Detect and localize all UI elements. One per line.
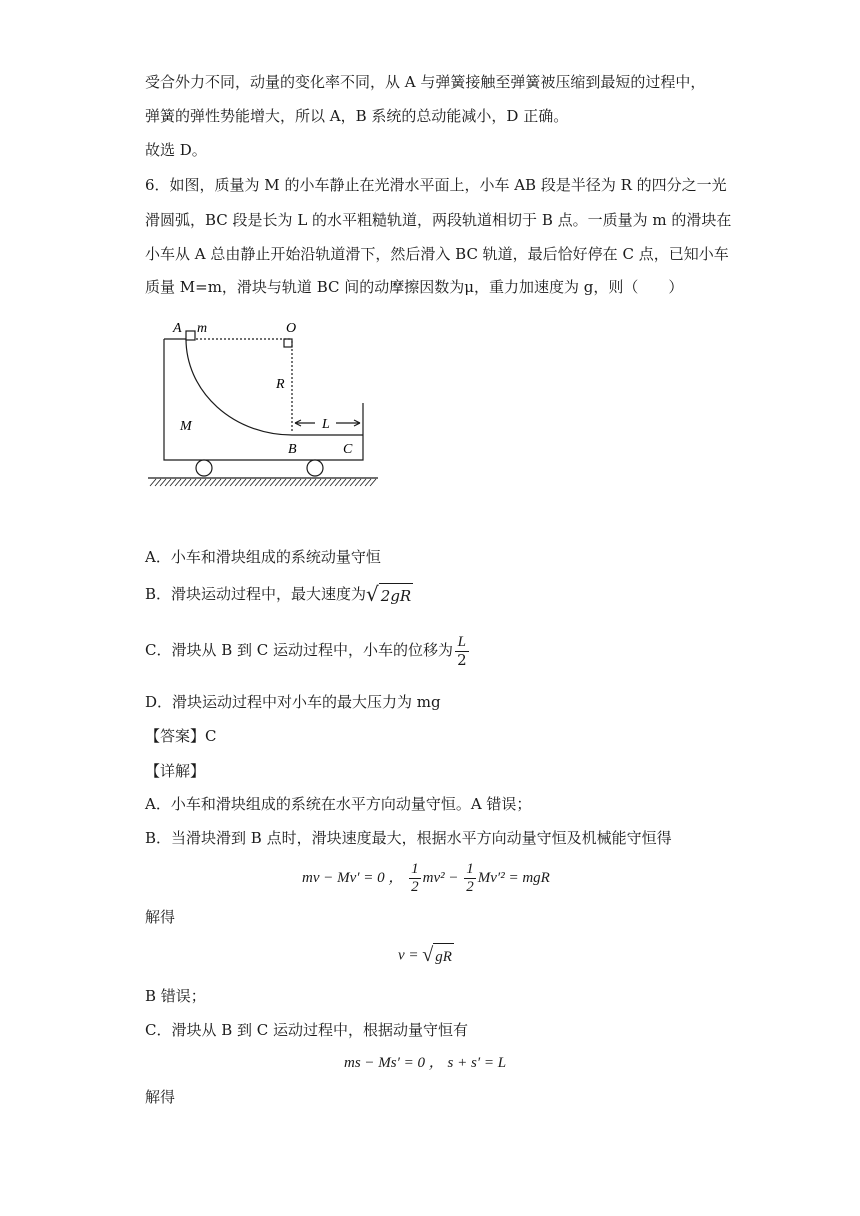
radicand: 2gR — [379, 583, 413, 608]
fraction-denominator: 2 — [411, 879, 419, 896]
radicand: gR — [433, 943, 454, 970]
label-R: R — [276, 377, 285, 392]
label-A: A — [173, 321, 182, 336]
fraction — [409, 861, 421, 896]
eq1-left: mv − Mv′ = 0 ， — [302, 870, 404, 886]
label-O: O — [286, 321, 297, 336]
question-line: 小车从 A 总由静止开始沿轨道滑下，然后滑入 BC 轨道，最后恰好停在 C 点，已知小车 — [145, 245, 729, 263]
cart-diagram — [140, 315, 390, 490]
option-b-text: B．滑块运动过程中，最大速度为 — [145, 585, 367, 603]
fraction — [455, 634, 469, 669]
text-line: 受合外力不同，动量的变化率不同，从 A 与弹簧接触至弹簧被压缩到最短的过程中， — [145, 73, 706, 91]
question-line: 质量 M=m，滑块与轨道 BC 间的动摩擦因数为μ，重力加速度为 g，则（ ） — [145, 278, 684, 296]
fraction — [464, 861, 476, 896]
fraction-denominator: 2 — [457, 650, 467, 669]
label-m: m — [197, 321, 208, 336]
eq1-mid: mv² − — [422, 870, 459, 886]
label-M: M — [180, 419, 192, 434]
question-line: 6．如图，质量为 M 的小车静止在光滑水平面上，小车 AB 段是半径为 R 的四分之一光 — [145, 176, 727, 194]
solve-label: 解得 — [145, 1088, 176, 1106]
fraction-numerator: 1 — [411, 861, 419, 878]
equation-1 — [302, 858, 550, 898]
option-b — [145, 582, 413, 608]
text-line: 故选 D。 — [145, 141, 207, 159]
label-B: B — [288, 442, 297, 457]
option-c-text: C．滑块从 B 到 C 运动过程中，小车的位移为 — [145, 641, 454, 659]
option-c — [145, 630, 471, 670]
explain-b-wrong: B 错误； — [145, 987, 206, 1005]
text-line: 弹簧的弹性势能增大，所以 A，B 系统的总动能减小，D 正确。 — [145, 107, 569, 125]
equation-3: ms − Ms′ = 0 ， s + s′ = L — [344, 1055, 507, 1071]
fraction-numerator: L — [455, 634, 469, 652]
option-a: A．小车和滑块组成的系统动量守恒 — [145, 548, 381, 566]
option-d: D．滑块运动过程中对小车的最大压力为 mg — [145, 693, 441, 711]
sqrt-expression: √ gR — [422, 942, 454, 970]
solve-label: 解得 — [145, 908, 176, 926]
label-L: L — [322, 417, 330, 432]
fraction-denominator: 2 — [466, 879, 474, 896]
fraction-numerator: 1 — [466, 861, 474, 878]
sqrt-expression: √ 2gR — [366, 582, 412, 606]
explain-header: 【详解】 — [145, 762, 206, 780]
explain-c: C．滑块从 B 到 C 运动过程中，根据动量守恒有 — [145, 1021, 469, 1039]
question-line: 滑圆弧，BC 段是长为 L 的水平粗糙轨道，两段轨道相切于 B 点。一质量为 m 的滑块在 — [145, 211, 732, 229]
label-C: C — [343, 442, 353, 457]
eq1-right: Mv′² = mgR — [477, 870, 550, 886]
explain-b: B．当滑块滑到 B 点时，滑块速度最大，根据水平方向动量守恒及机械能守恒得 — [145, 829, 672, 847]
answer: 【答案】C — [145, 727, 217, 745]
explain-a: A．小车和滑块组成的系统在水平方向动量守恒。A 错误； — [145, 795, 532, 813]
eq2-left: v = — [398, 947, 419, 964]
equation-2 — [398, 942, 454, 970]
